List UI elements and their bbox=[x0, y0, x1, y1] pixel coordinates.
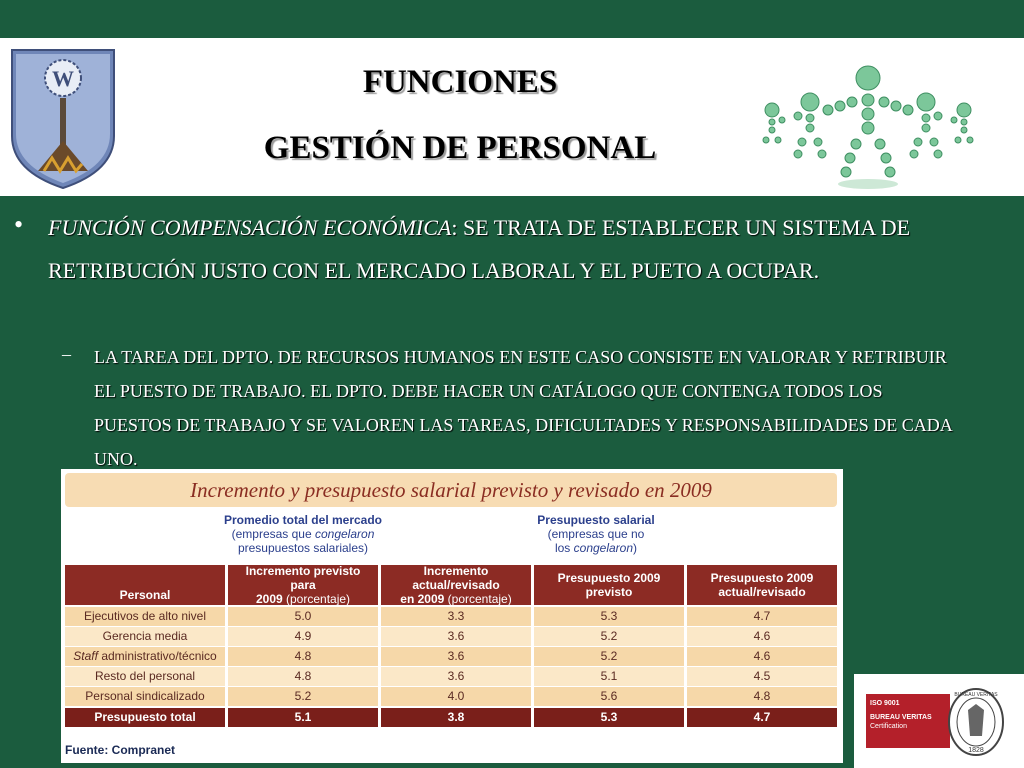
cert-line-1: ISO 9001 bbox=[870, 700, 900, 707]
column-header-increment-planned bbox=[228, 565, 378, 605]
row-cell: 3.6 bbox=[381, 647, 531, 666]
sub-bullet-marker: – bbox=[62, 344, 71, 364]
group-2-sub-em: congelaron bbox=[573, 541, 634, 555]
bureau-veritas-seal-icon bbox=[946, 686, 1006, 758]
col1-line1: Incremento previsto para bbox=[245, 564, 361, 592]
row-label: Resto del personal bbox=[65, 667, 225, 686]
seal-text: BUREAU VERITAS bbox=[954, 692, 998, 698]
col3-line1: Presupuesto 2009 bbox=[557, 571, 661, 585]
row-label: Ejecutivos de alto nivel bbox=[65, 607, 225, 626]
bullet-marker: • bbox=[14, 210, 24, 239]
header bbox=[0, 38, 1024, 196]
row-cell: 5.3 bbox=[534, 607, 684, 626]
col2-unit: (porcentaje) bbox=[447, 592, 512, 606]
row-cell: 4.7 bbox=[687, 607, 837, 626]
col1-unit: (porcentaje) bbox=[286, 592, 351, 606]
main-paragraph bbox=[48, 206, 948, 292]
seal-year: 1828 bbox=[968, 747, 984, 754]
paragraph-lead: FUNCIÓN COMPENSACIÓN ECONÓMICA bbox=[48, 215, 452, 240]
column-header-budget-planned bbox=[534, 565, 684, 605]
paragraph-body: : SE TRATA DE ESTABLECER UN SISTEMA DE RETRIBUCIÓN JUSTO CON EL MERCADO LABORAL Y EL PUETO A OCUPAR. bbox=[48, 215, 911, 283]
row-cell: 4.6 bbox=[687, 647, 837, 666]
row-cell: 5.2 bbox=[228, 687, 378, 706]
certification-logo bbox=[854, 674, 1024, 768]
group-header-market bbox=[213, 513, 393, 555]
table-row bbox=[65, 687, 837, 706]
total-label: Presupuesto total bbox=[65, 708, 225, 727]
col4-line1: Presupuesto 2009 bbox=[710, 571, 814, 585]
row-cell: 3.3 bbox=[381, 607, 531, 626]
table-row bbox=[65, 607, 837, 626]
col1-line2: 2009 bbox=[255, 592, 286, 606]
group-2-sub-line1: (empresas que no bbox=[547, 527, 645, 541]
municipal-crest-icon bbox=[8, 46, 118, 191]
col3-line2: previsto bbox=[585, 585, 633, 599]
table-row bbox=[65, 667, 837, 686]
table-row bbox=[65, 647, 837, 666]
sub-paragraph: LA TAREA DEL DPTO. DE RECURSOS HUMANOS EN ESTE CASO CONSISTE EN VALORAR Y RETRIBUIR EL PUESTO DE TRABAJO. EL DPTO. DEBE HACER UN CATÁLOGO QUE CONTENGA TODOS LOS PUESTOS DE TRABAJO Y SE VALOREN LAS TAREAS, DIFICULTADES Y RESPONSABILIDADES DE CADA UNO. bbox=[94, 347, 952, 469]
row-cell: 4.5 bbox=[687, 667, 837, 686]
row-label-text: administrativo/técnico bbox=[97, 649, 217, 663]
row-cell: 5.0 bbox=[228, 607, 378, 626]
total-cell: 3.8 bbox=[381, 708, 531, 727]
title-line-1: FUNCIONES bbox=[362, 64, 558, 100]
cert-line-2: BUREAU VERITAS bbox=[870, 714, 932, 721]
row-cell: 5.2 bbox=[534, 627, 684, 646]
row-label: Personal sindicalizado bbox=[65, 687, 225, 706]
col2-line2: en 2009 bbox=[400, 592, 448, 606]
col4-line2: actual/revisado bbox=[718, 585, 806, 599]
people-network-icon bbox=[748, 62, 988, 192]
top-band bbox=[0, 0, 1024, 38]
row-cell: 5.1 bbox=[534, 667, 684, 686]
salary-table bbox=[61, 469, 843, 763]
group-2-sub-line2 bbox=[521, 541, 671, 555]
group-2-title: Presupuesto salarial bbox=[537, 513, 655, 527]
row-cell: 4.0 bbox=[381, 687, 531, 706]
col2-line1: Incremento actual/revisado bbox=[412, 564, 500, 592]
row-label bbox=[65, 647, 225, 666]
group-2-sub-pre: los bbox=[554, 541, 574, 555]
title-line-2: GESTIÓN DE PERSONAL bbox=[263, 130, 657, 166]
group-1-sub-em: congelaron bbox=[314, 527, 375, 541]
row-label: Gerencia media bbox=[65, 627, 225, 646]
table-row bbox=[65, 627, 837, 646]
row-cell: 5.2 bbox=[534, 647, 684, 666]
row-cell: 5.6 bbox=[534, 687, 684, 706]
total-cell: 5.1 bbox=[228, 708, 378, 727]
row-cell: 4.8 bbox=[687, 687, 837, 706]
column-header-personal: Personal bbox=[65, 565, 225, 605]
table-total-row bbox=[65, 708, 837, 727]
row-cell: 4.9 bbox=[228, 627, 378, 646]
total-cell: 4.7 bbox=[687, 708, 837, 727]
group-1-title: Promedio total del mercado bbox=[223, 513, 383, 527]
total-cell: 5.3 bbox=[534, 708, 684, 727]
group-1-sub-text: (empresas que bbox=[231, 527, 315, 541]
certification-box bbox=[866, 694, 950, 748]
cert-line-3: Certification bbox=[870, 723, 907, 730]
row-cell: 3.6 bbox=[381, 667, 531, 686]
row-cell: 4.8 bbox=[228, 667, 378, 686]
column-header-budget-revised bbox=[687, 565, 837, 605]
row-cell: 4.6 bbox=[687, 627, 837, 646]
row-label-em: Staff bbox=[73, 649, 98, 663]
svg-text:W: W bbox=[52, 66, 74, 91]
group-2-sub-post: ) bbox=[633, 541, 638, 555]
row-cell: 3.6 bbox=[381, 627, 531, 646]
column-header-increment-revised bbox=[381, 565, 531, 605]
row-cell: 4.8 bbox=[228, 647, 378, 666]
table-source: Fuente: Compranet bbox=[65, 743, 176, 757]
table-title: Incremento y presupuesto salarial previsto y revisado en 2009 bbox=[65, 473, 837, 507]
group-1-sub-line2: presupuestos salariales) bbox=[237, 541, 369, 555]
group-1-subtitle bbox=[213, 527, 393, 541]
group-header-budget bbox=[521, 513, 671, 555]
